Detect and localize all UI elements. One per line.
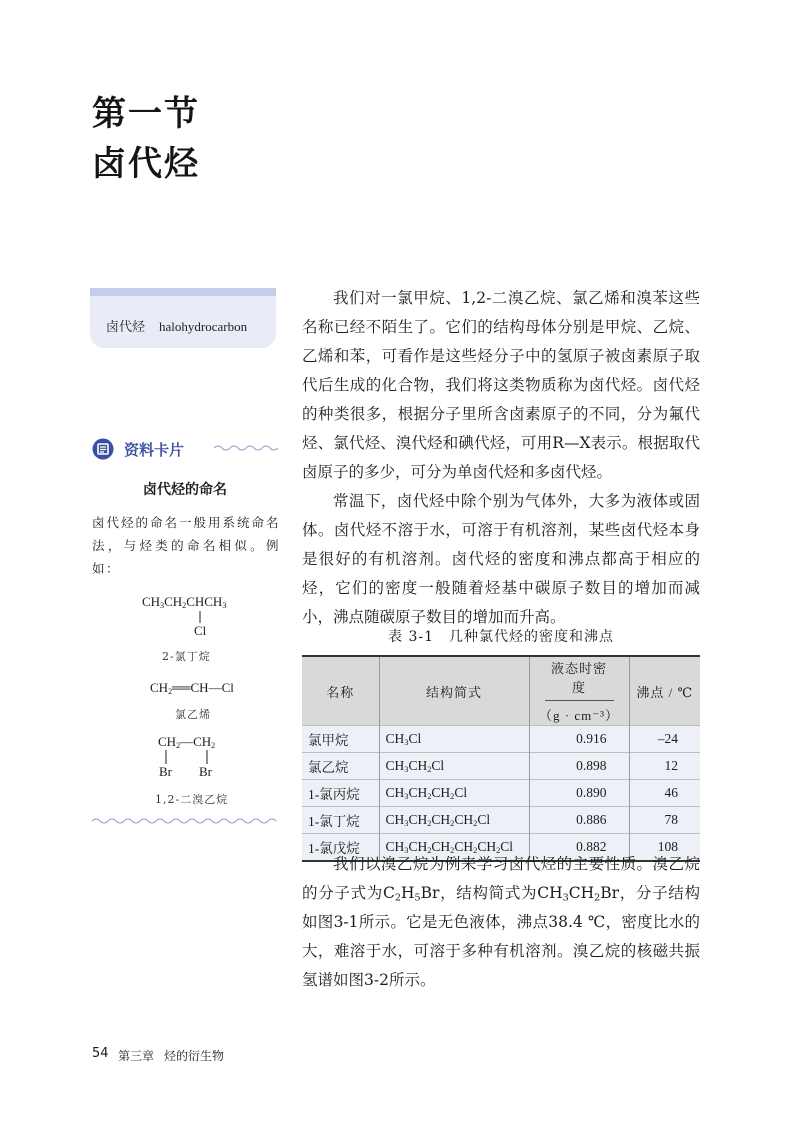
formula-2-chlorobutane: $CH_3CH_2CHCH_3$ — [142, 594, 227, 610]
table-row — [302, 807, 700, 834]
info-card-icon — [92, 438, 114, 460]
table-header-row — [302, 656, 700, 726]
table-caption: 表 3-1 几种氯代烃的密度和沸点 — [388, 629, 614, 645]
key-term-zh: 卤代烃 — [106, 320, 146, 335]
cell-formula: $CH_3CH_2CH_2Cl$ — [379, 780, 529, 807]
info-card-label: 资料卡片 — [124, 441, 185, 459]
paragraph-2: 常温下，卤代烃中除个别为气体外，大多为液体或固体。卤代烃不溶于水，可溶于有机溶剂，某些卤代烃本身是很好的有机溶剂。卤代烃的密度和沸点都高于相应的烃，它们的密度一般随着烃基中碳原子数目的增加而减小，沸点随碳原子数目的增加而升高。 — [302, 492, 700, 626]
cell-density: 0.882 — [529, 834, 629, 862]
cell-formula: $CH_3CH_2CH_2CH_2CH_2Cl$ — [379, 834, 529, 862]
cell-density: 0.916 — [529, 726, 629, 753]
example-name-2-chlorobutane: 2-氯丁烷 — [162, 650, 211, 663]
bromoethane-text — [302, 850, 700, 995]
cell-density: 0.886 — [529, 807, 629, 834]
cell-name: 1-氯戊烷 — [302, 834, 379, 862]
info-card-text: 卤代烃的命名一般用系统命名法，与烃类的命名相似。例如： — [92, 515, 280, 576]
footer-chapter: 第三章 — [118, 1049, 155, 1063]
col-header-formula: 结构简式 — [379, 656, 529, 726]
cell-density: 0.890 — [529, 780, 629, 807]
info-card-wave-divider — [214, 444, 278, 452]
footer-chapter-title: 烃的衍生物 — [164, 1049, 225, 1063]
col-header-bp: 沸点 / ℃ — [629, 656, 700, 726]
cell-bp: 12 — [629, 753, 700, 780]
cell-formula: $CH_3CH_2CH_2CH_2Cl$ — [379, 807, 529, 834]
intro-text — [302, 284, 700, 632]
cell-density: 0.898 — [529, 753, 629, 780]
page-number: 54 — [92, 1046, 109, 1061]
paragraph-1: 我们对一氯甲烷、1,2-二溴乙烷、氯乙烯和溴苯这些名称已经不陌生了。它们的结构母体分别是甲烷、乙烷、乙烯和苯，可看作是这些烃分子中的氢原子被卤素原子取代后生成的化合物，我们将这类物质称为卤代烃。卤代烃的种类很多，根据分子里所含卤素原子的不同，分为氟代烃、氯代烃、溴代烃和碘代烃，可用R—X表示。根据取代卤原子的多少，可分为单卤代烃和多卤代烃。 — [302, 289, 700, 481]
table-row — [302, 753, 700, 780]
key-term-en: halohydrocarbon — [159, 319, 248, 334]
cell-name: 1-氯丙烷 — [302, 780, 379, 807]
formula-bond-lines — [165, 750, 209, 764]
col-header-name: 名称 — [302, 656, 379, 726]
info-card-bottom-wave — [92, 817, 278, 825]
cell-name: 1-氯丁烷 — [302, 807, 379, 834]
col-header-density: 液态时密度 （g · cm⁻³） — [529, 656, 629, 726]
section-title: 卤代烃 — [92, 144, 200, 184]
formula-bond-line — [199, 611, 201, 623]
cell-bp: –24 — [629, 726, 700, 753]
example-name-dibromoethane: 1,2-二溴乙烷 — [155, 793, 229, 806]
formula-dibromoethane: $CH_2—CH_2$ — [158, 734, 216, 750]
cell-name: 氯乙烷 — [302, 753, 379, 780]
running-footer — [118, 1047, 224, 1064]
example-name-vinyl-chloride: 氯乙烯 — [175, 708, 211, 721]
table-row — [302, 780, 700, 807]
chloroalkane-table — [302, 655, 700, 862]
table-row — [302, 726, 700, 753]
cell-formula: $CH_3CH_2Cl$ — [379, 753, 529, 780]
cell-name: 氯甲烷 — [302, 726, 379, 753]
info-card-title: 卤代烃的命名 — [143, 482, 227, 498]
cell-formula: $CH_3Cl$ — [379, 726, 529, 753]
formula-vinyl-chloride: $CH_2══CH—Cl$ — [150, 680, 234, 696]
cell-bp: 108 — [629, 834, 700, 862]
section-number: 第一节 — [92, 94, 200, 134]
formula-branch-cl: Cl — [194, 623, 207, 638]
formula-br-1: Br — [159, 764, 172, 779]
key-term — [106, 316, 247, 335]
paragraph-3: 我们以溴乙烷为例来学习卤代烃的主要性质。溴乙烷的分子式为$C_2H_5Br$，结构简式为$CH_3CH_2Br$，分子结构如图3-1所示。它是无色液体，沸点38.4 ℃，密度比水的大，难溶于水，可溶于多种有机溶剂。溴乙烷的核磁共振氢谱如图3-2所示。 — [302, 855, 700, 989]
cell-bp: 78 — [629, 807, 700, 834]
formula-br-2: Br — [199, 764, 212, 779]
cell-bp: 46 — [629, 780, 700, 807]
